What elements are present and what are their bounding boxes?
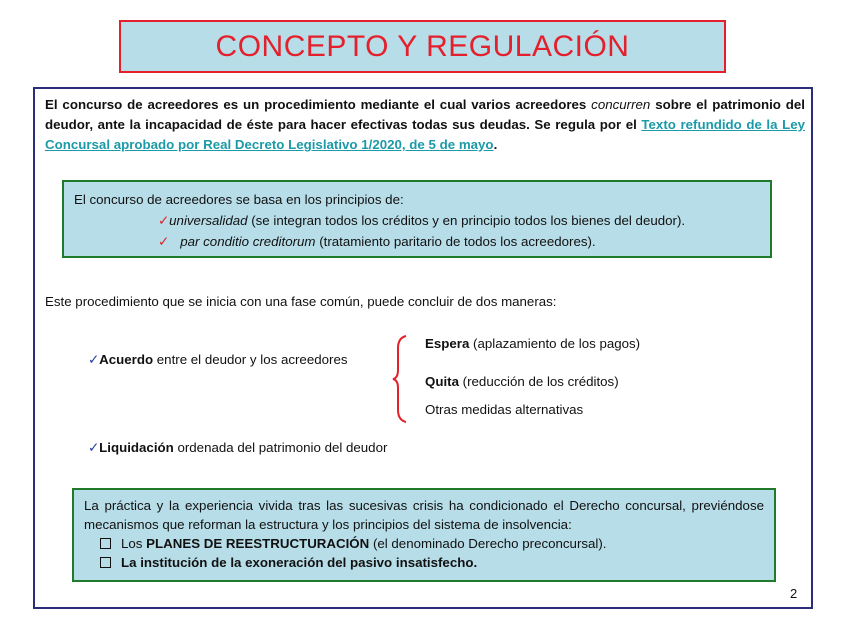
intro-text-2: sobre el patrimonio del deudor, ante la incapacidad de éste para hacer efectivas todas sus deudas. Se regula por el — [45, 97, 805, 132]
principle-item — [74, 210, 760, 231]
principle-item — [74, 231, 760, 252]
checkmark-icon: ✓ — [158, 234, 170, 249]
option-bold: Espera — [425, 336, 470, 351]
practice-box — [72, 488, 776, 582]
option-rest: (reducción de los créditos) — [458, 374, 619, 389]
slide-title: CONCEPTO Y REGULACIÓN — [215, 29, 630, 63]
checkbox-square-icon — [100, 557, 111, 568]
option-bold: Quita — [425, 374, 459, 389]
practice-item-bold: PLANES DE REESTRUCTURACIÓN — [146, 536, 370, 551]
brace-icon — [392, 334, 410, 424]
intro-text-1: El concurso de acreedores es un procedimiento mediante el cual varios acreedores — [45, 97, 587, 112]
page-number: 2 — [790, 586, 798, 601]
acuerdo-bold: Acuerdo — [99, 352, 154, 367]
option-espera — [425, 336, 640, 351]
acuerdo-rest: entre el deudor y los acreedores — [153, 352, 348, 367]
principles-box — [62, 180, 772, 258]
checkmark-icon: ✓ — [88, 440, 100, 455]
slide-title-box — [119, 20, 726, 73]
checkmark-icon: ✓ — [158, 213, 170, 228]
practice-item-pre: Los — [121, 536, 147, 551]
practice-item — [84, 534, 764, 553]
liquidacion-bold: Liquidación — [99, 440, 174, 455]
principle-term: par conditio creditorum — [180, 234, 316, 249]
practice-item-bold: La institución de la exoneración del pasivo insatisfecho. — [121, 555, 478, 570]
checkmark-icon: ✓ — [88, 352, 100, 367]
practice-item-post: (el denominado Derecho preconcursal). — [369, 536, 607, 551]
option-rest: Otras medidas alternativas — [425, 402, 584, 417]
principle-desc: (se integran todos los créditos y en principio todos los bienes del deudor). — [247, 213, 686, 228]
practice-item — [84, 553, 764, 572]
checkbox-square-icon — [100, 538, 111, 549]
principles-heading: El concurso de acreedores se basa en los principios de: — [74, 192, 404, 207]
ley-concursal-link[interactable]: Texto refundido de la Ley Concursal aprobado por Real Decreto Legislativo 1/2020, de 5 de mayo — [45, 117, 805, 152]
intro-paragraph — [45, 95, 805, 155]
procedure-intro: Este procedimiento que se inicia con una fase común, puede concluir de dos maneras: — [45, 294, 557, 309]
option-rest: (aplazamiento de los pagos) — [469, 336, 641, 351]
practice-text: La práctica y la experiencia vivida tras las sucesivas crisis ha condicionado el Derecho concursal, previéndose mecanismos que reforman la estructura y los principios del sistema de insolvencia: — [84, 498, 764, 532]
liquidacion-item — [88, 440, 387, 456]
intro-end: . — [493, 137, 498, 152]
option-otras — [425, 402, 583, 417]
intro-concurren: concurren — [591, 97, 651, 112]
acuerdo-item — [88, 352, 348, 368]
principle-term: universalidad — [169, 213, 248, 228]
principle-desc: (tratamiento paritario de todos los acreedores). — [315, 234, 596, 249]
option-quita — [425, 374, 619, 389]
liquidacion-rest: ordenada del patrimonio del deudor — [173, 440, 388, 455]
